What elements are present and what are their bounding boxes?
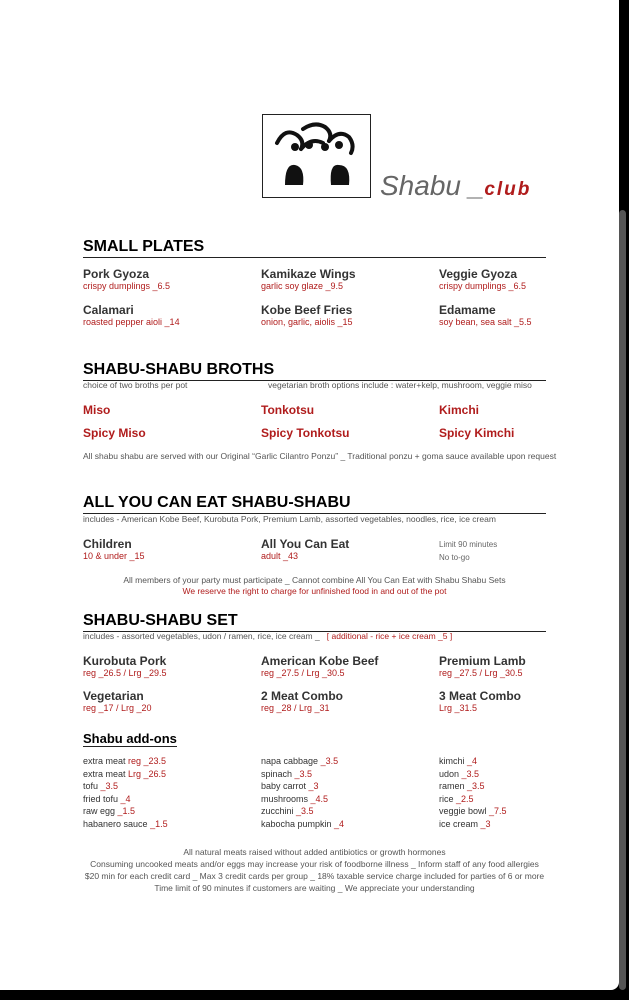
addon-price: _1.5 [117,806,136,817]
footer-notes [83,846,546,894]
item-name: Kobe Beef Fries [261,303,353,317]
ayce-note: All members of your party must participate _ Cannot combine All You Can Eat with Shabu Shabu Sets [123,575,506,585]
footer-line: All natural meats raised without added antibiotics or growth hormones [183,847,446,857]
addon-name: kimchi [439,756,468,766]
item-name: Premium Lamb [439,654,526,668]
addon-price: _3.5 [467,781,485,792]
footer-line: $20 min for each credit card _ Max 3 credit cards per group _ 18% taxable service charge included for parties of 6 or more [84,871,545,881]
addon-item [83,768,166,781]
limit-note: Limit 90 minutes [439,540,498,549]
item-name: Kurobuta Pork [83,654,167,668]
addon-price: _3 [480,819,491,829]
item-desc: garlic soy glaze _9.5 [261,281,344,291]
addon-name: mushrooms [261,793,311,804]
broth-veg-note: vegetarian broth options include : water+kelp, mushroom, veggie miso [268,380,532,390]
addon-price: reg _23.5 [128,756,167,766]
broth-note: choice of two broths per pot [83,380,188,390]
addon-item [439,780,485,793]
addon-item [439,805,507,818]
item-desc: onion, garlic, aiolis _15 [261,317,353,327]
addon-price: _4 [467,756,478,766]
addon-price: _4 [120,793,131,804]
addon-price: _3.5 [461,768,480,779]
item-name: Kamikaze Wings [261,267,356,281]
addon-price: _7.5 [489,806,507,817]
item-desc: reg _17 / Lrg _20 [83,703,152,713]
broth-item: Spicy Kimchi [439,426,515,440]
broth-item: Kimchi [439,403,480,417]
addon-price: _3.5 [296,806,314,817]
broth-item: Spicy Tonkotsu [261,426,350,440]
addon-name: spinach [261,768,295,779]
addons-title: Shabu add-ons [83,731,177,746]
item-desc: adult _43 [261,551,299,561]
brand-name: Shabu _club [380,170,532,201]
section-title-broths: SHABU-SHABU BROTHS [83,361,546,381]
logo-icon [262,114,371,198]
broth-item: Spicy Miso [83,426,146,440]
section-title-ayce: ALL YOU CAN EAT SHABU-SHABU [83,494,546,514]
set-includes: includes - assorted vegetables, udon / ramen, rice, ice cream _ [ additional - rice + ice cream _5 ] [83,631,453,641]
addon-item [83,780,118,793]
item-desc: 10 & under _15 [83,551,145,561]
addon-item [83,818,168,831]
addon-name: veggie bowl [439,806,490,817]
addon-name: ice cream [439,819,481,829]
togo-note: No to-go [439,553,470,562]
addon-item [83,793,131,806]
addon-item [439,818,491,831]
addon-price: _1.5 [150,819,168,829]
section-title-set: SHABU-SHABU SET [83,612,546,632]
item-name: Vegetarian [83,689,144,703]
footer-line: Consuming uncooked meats and/or eggs may increase your risk of foodborne illness _ Inform staff of any food allergies [90,859,539,869]
item-name: Pork Gyoza [83,267,150,281]
addon-name: rice [439,793,457,804]
addon-name: habanero sauce [83,819,151,829]
addon-item [439,755,477,768]
addon-item [439,793,474,806]
addon-name: ramen [439,781,468,792]
addon-price: _3.5 [294,768,313,779]
item-desc: soy bean, sea salt _5.5 [439,317,532,327]
item-name: American Kobe Beef [261,654,379,668]
item-desc: crispy dumplings _6.5 [83,281,171,291]
item-desc: Lrg _31.5 [439,703,478,713]
item-name: All You Can Eat [261,537,350,551]
item-desc: reg _28 / Lrg _31 [261,703,330,713]
item-desc: reg _26.5 / Lrg _29.5 [83,668,167,678]
item-desc: reg _27.5 / Lrg _30.5 [439,668,523,678]
item-desc: crispy dumplings _6.5 [439,281,527,291]
addon-item [261,755,338,768]
addon-name: extra meat [83,768,129,779]
item-name: 3 Meat Combo [439,689,522,703]
item-name: Veggie Gyoza [439,267,518,281]
addon-price: _2.5 [456,793,474,804]
item-desc: reg _27.5 / Lrg _30.5 [261,668,345,678]
scrollbar[interactable] [619,210,626,990]
addon-price: _3.5 [320,756,339,766]
addon-price: _3 [308,781,319,792]
addon-name: kabocha pumpkin [261,819,335,829]
addon-item [261,818,344,831]
ayce-charge-note: We reserve the right to charge for unfinished food in and out of the pot [182,586,447,596]
addon-item [83,805,135,818]
section-title-small-plates: SMALL PLATES [83,238,546,258]
item-name: Calamari [83,303,134,317]
ayce-includes: includes - American Kobe Beef, Kurobuta Pork, Premium Lamb, assorted vegetables, noodles, rice, ice cream [83,514,496,524]
addon-item [261,780,319,793]
item-name: 2 Meat Combo [261,689,344,703]
addon-name: udon [439,768,462,779]
addon-price: _3.5 [100,781,119,792]
item-name: Edamame [439,303,496,317]
addon-name: extra meat [83,756,129,766]
addon-item [261,768,312,781]
addon-name: tofu [83,781,101,792]
addon-price: _4 [334,819,345,829]
addon-item [261,805,314,818]
addon-item [261,793,328,806]
broth-item: Miso [83,403,111,417]
addon-price: Lrg _26.5 [128,768,167,779]
addon-item [439,768,479,781]
addon-name: zucchini [261,806,297,817]
addon-name: napa cabbage [261,756,321,766]
broth-footnote: All shabu shabu are served with our Original “Garlic Cilantro Ponzu” _ Traditional ponzu + goma sauce available upon request [83,451,557,461]
addon-name: fried tofu [83,793,121,804]
item-desc: roasted pepper aioli _14 [83,317,180,327]
broth-item: Tonkotsu [261,403,315,417]
footer-line: Time limit of 90 minutes if customers are waiting _ We appreciate your understanding [154,883,475,893]
addon-name: baby carrot [261,781,309,792]
addon-name: raw egg [83,806,118,817]
addon-item [83,755,166,768]
item-name: Children [83,537,132,551]
addon-price: _4.5 [310,793,329,804]
